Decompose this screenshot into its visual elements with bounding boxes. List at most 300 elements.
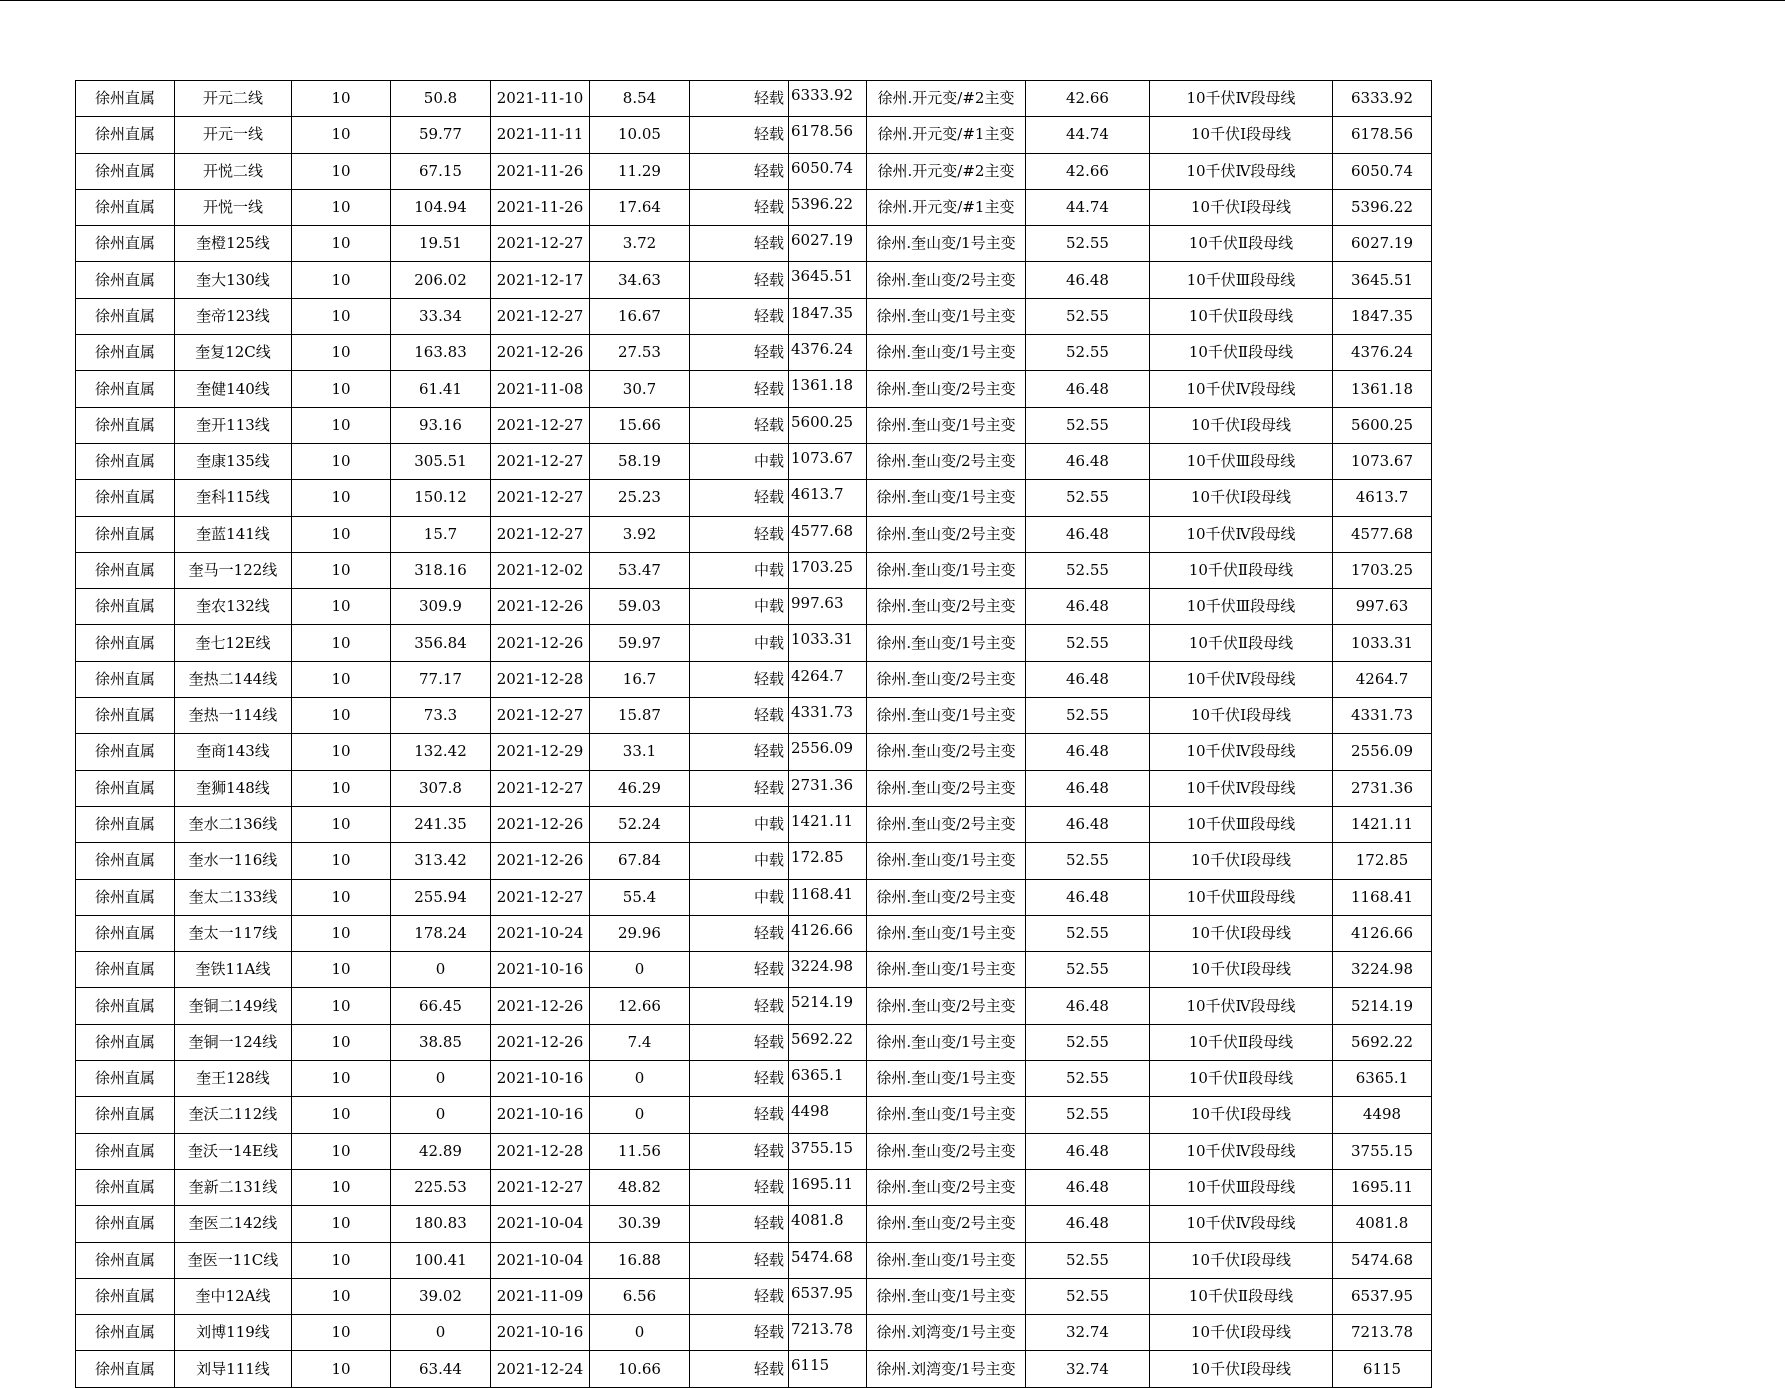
cell-load-status: 轻载 <box>690 1278 789 1314</box>
cell-bus-section: 10千伏Ⅳ段母线 <box>1150 988 1333 1024</box>
cell-transformer: 徐州.奎山变/1号主变 <box>867 698 1026 734</box>
cell-current-a: 39.02 <box>391 1278 491 1314</box>
cell-capacity: 6333.92 <box>789 81 867 117</box>
cell-current-a: 255.94 <box>391 879 491 915</box>
cell-voltage-kv: 10 <box>292 516 391 552</box>
cell-bus-section: 10千伏Ⅱ段母线 <box>1150 552 1333 588</box>
cell-bus-section: 10千伏Ⅲ段母线 <box>1150 589 1333 625</box>
table-row <box>76 1024 1432 1060</box>
cell-bus-section: 10千伏Ⅰ段母线 <box>1150 407 1333 443</box>
table-row <box>76 1351 1432 1387</box>
cell-bus-section: 10千伏Ⅲ段母线 <box>1150 1169 1333 1205</box>
cell-load-status: 轻载 <box>690 516 789 552</box>
cell-transformer-load: 46.48 <box>1026 516 1150 552</box>
cell-transformer: 徐州.奎山变/1号主变 <box>867 552 1026 588</box>
cell-load-rate: 10.05 <box>590 117 690 153</box>
cell-feeder-name: 奎铜一124线 <box>175 1024 292 1060</box>
cell-voltage-kv: 10 <box>292 371 391 407</box>
cell-current-a: 15.7 <box>391 516 491 552</box>
cell-date: 2021-10-16 <box>491 1097 590 1133</box>
table-row <box>76 407 1432 443</box>
cell-spare-capacity: 3755.15 <box>1333 1133 1432 1169</box>
cell-transformer: 徐州.奎山变/2号主变 <box>867 734 1026 770</box>
cell-company: 徐州直属 <box>76 335 175 371</box>
cell-transformer: 徐州.奎山变/1号主变 <box>867 480 1026 516</box>
cell-transformer-load: 52.55 <box>1026 298 1150 334</box>
cell-transformer: 徐州.奎山变/2号主变 <box>867 879 1026 915</box>
cell-date: 2021-11-10 <box>491 81 590 117</box>
cell-date: 2021-12-02 <box>491 552 590 588</box>
cell-feeder-name: 奎热二144线 <box>175 661 292 697</box>
cell-load-status: 轻载 <box>690 952 789 988</box>
cell-date: 2021-12-27 <box>491 698 590 734</box>
cell-transformer-load: 52.55 <box>1026 226 1150 262</box>
cell-load-rate: 46.29 <box>590 770 690 806</box>
cell-voltage-kv: 10 <box>292 1061 391 1097</box>
cell-company: 徐州直属 <box>76 81 175 117</box>
cell-spare-capacity: 6365.1 <box>1333 1061 1432 1097</box>
cell-load-status: 轻载 <box>690 734 789 770</box>
cell-spare-capacity: 172.85 <box>1333 843 1432 879</box>
cell-date: 2021-12-26 <box>491 843 590 879</box>
cell-transformer-load: 46.48 <box>1026 262 1150 298</box>
cell-transformer-load: 46.48 <box>1026 879 1150 915</box>
cell-date: 2021-10-04 <box>491 1242 590 1278</box>
cell-load-status: 轻载 <box>690 371 789 407</box>
cell-feeder-name: 奎大130线 <box>175 262 292 298</box>
cell-bus-section: 10千伏Ⅰ段母线 <box>1150 915 1333 951</box>
cell-capacity: 1168.41 <box>789 879 867 915</box>
cell-transformer: 徐州.奎山变/2号主变 <box>867 770 1026 806</box>
cell-date: 2021-12-28 <box>491 661 590 697</box>
cell-current-a: 63.44 <box>391 1351 491 1387</box>
cell-voltage-kv: 10 <box>292 734 391 770</box>
cell-capacity: 5396.22 <box>789 189 867 225</box>
cell-spare-capacity: 4126.66 <box>1333 915 1432 951</box>
cell-transformer-load: 52.55 <box>1026 1061 1150 1097</box>
cell-current-a: 100.41 <box>391 1242 491 1278</box>
cell-transformer-load: 46.48 <box>1026 770 1150 806</box>
cell-voltage-kv: 10 <box>292 226 391 262</box>
cell-transformer: 徐州.奎山变/1号主变 <box>867 407 1026 443</box>
cell-bus-section: 10千伏Ⅰ段母线 <box>1150 843 1333 879</box>
cell-spare-capacity: 4577.68 <box>1333 516 1432 552</box>
cell-transformer-load: 42.66 <box>1026 153 1150 189</box>
table-row <box>76 879 1432 915</box>
cell-company: 徐州直属 <box>76 1061 175 1097</box>
page-top-rule <box>0 0 1785 1</box>
cell-load-rate: 3.72 <box>590 226 690 262</box>
cell-spare-capacity: 3645.51 <box>1333 262 1432 298</box>
cell-feeder-name: 奎开113线 <box>175 407 292 443</box>
cell-load-status: 中载 <box>690 806 789 842</box>
cell-voltage-kv: 10 <box>292 806 391 842</box>
cell-spare-capacity: 4081.8 <box>1333 1206 1432 1242</box>
cell-load-rate: 0 <box>590 952 690 988</box>
cell-load-rate: 11.29 <box>590 153 690 189</box>
cell-date: 2021-12-27 <box>491 480 590 516</box>
cell-spare-capacity: 3224.98 <box>1333 952 1432 988</box>
cell-bus-section: 10千伏Ⅰ段母线 <box>1150 480 1333 516</box>
cell-transformer: 徐州.奎山变/2号主变 <box>867 516 1026 552</box>
cell-capacity: 6050.74 <box>789 153 867 189</box>
cell-company: 徐州直属 <box>76 879 175 915</box>
cell-load-rate: 7.4 <box>590 1024 690 1060</box>
cell-current-a: 0 <box>391 952 491 988</box>
cell-capacity: 1421.11 <box>789 806 867 842</box>
cell-date: 2021-12-26 <box>491 988 590 1024</box>
table-row <box>76 552 1432 588</box>
cell-capacity: 2556.09 <box>789 734 867 770</box>
cell-load-status: 轻载 <box>690 1133 789 1169</box>
cell-voltage-kv: 10 <box>292 552 391 588</box>
cell-capacity: 1361.18 <box>789 371 867 407</box>
cell-transformer-load: 52.55 <box>1026 843 1150 879</box>
cell-bus-section: 10千伏Ⅲ段母线 <box>1150 443 1333 479</box>
cell-date: 2021-10-24 <box>491 915 590 951</box>
cell-company: 徐州直属 <box>76 1278 175 1314</box>
cell-transformer: 徐州.奎山变/1号主变 <box>867 843 1026 879</box>
cell-load-status: 轻载 <box>690 1315 789 1351</box>
cell-transformer-load: 46.48 <box>1026 661 1150 697</box>
table-row <box>76 1097 1432 1133</box>
cell-bus-section: 10千伏Ⅳ段母线 <box>1150 1206 1333 1242</box>
cell-spare-capacity: 6050.74 <box>1333 153 1432 189</box>
cell-load-rate: 15.87 <box>590 698 690 734</box>
cell-spare-capacity: 5474.68 <box>1333 1242 1432 1278</box>
cell-transformer-load: 52.55 <box>1026 915 1150 951</box>
cell-capacity: 4577.68 <box>789 516 867 552</box>
cell-transformer-load: 46.48 <box>1026 589 1150 625</box>
cell-feeder-name: 刘博119线 <box>175 1315 292 1351</box>
cell-load-rate: 0 <box>590 1061 690 1097</box>
cell-load-rate: 0 <box>590 1315 690 1351</box>
cell-date: 2021-12-27 <box>491 407 590 443</box>
cell-feeder-name: 开悦一线 <box>175 189 292 225</box>
cell-load-status: 轻载 <box>690 153 789 189</box>
table-row <box>76 952 1432 988</box>
cell-date: 2021-12-26 <box>491 806 590 842</box>
cell-load-rate: 34.63 <box>590 262 690 298</box>
cell-load-rate: 59.97 <box>590 625 690 661</box>
cell-spare-capacity: 6115 <box>1333 1351 1432 1387</box>
cell-load-status: 中载 <box>690 625 789 661</box>
cell-transformer: 徐州.奎山变/2号主变 <box>867 806 1026 842</box>
cell-feeder-name: 开元一线 <box>175 117 292 153</box>
cell-bus-section: 10千伏Ⅳ段母线 <box>1150 153 1333 189</box>
cell-load-rate: 16.88 <box>590 1242 690 1278</box>
cell-date: 2021-12-28 <box>491 1133 590 1169</box>
cell-capacity: 4331.73 <box>789 698 867 734</box>
cell-company: 徐州直属 <box>76 153 175 189</box>
cell-load-rate: 48.82 <box>590 1169 690 1205</box>
cell-transformer-load: 42.66 <box>1026 81 1150 117</box>
table-row <box>76 153 1432 189</box>
cell-feeder-name: 奎新二131线 <box>175 1169 292 1205</box>
cell-feeder-name: 奎王128线 <box>175 1061 292 1097</box>
cell-bus-section: 10千伏Ⅳ段母线 <box>1150 661 1333 697</box>
table-row <box>76 1242 1432 1278</box>
cell-spare-capacity: 6027.19 <box>1333 226 1432 262</box>
cell-capacity: 3645.51 <box>789 262 867 298</box>
cell-bus-section: 10千伏Ⅰ段母线 <box>1150 1097 1333 1133</box>
cell-company: 徐州直属 <box>76 1169 175 1205</box>
cell-company: 徐州直属 <box>76 843 175 879</box>
cell-current-a: 206.02 <box>391 262 491 298</box>
cell-date: 2021-11-11 <box>491 117 590 153</box>
cell-capacity: 4498 <box>789 1097 867 1133</box>
cell-bus-section: 10千伏Ⅱ段母线 <box>1150 1061 1333 1097</box>
cell-bus-section: 10千伏Ⅳ段母线 <box>1150 1133 1333 1169</box>
table-row <box>76 843 1432 879</box>
cell-voltage-kv: 10 <box>292 698 391 734</box>
cell-current-a: 67.15 <box>391 153 491 189</box>
cell-feeder-name: 奎狮148线 <box>175 770 292 806</box>
cell-bus-section: 10千伏Ⅱ段母线 <box>1150 625 1333 661</box>
cell-transformer: 徐州.开元变/#1主变 <box>867 117 1026 153</box>
cell-current-a: 132.42 <box>391 734 491 770</box>
cell-voltage-kv: 10 <box>292 262 391 298</box>
cell-bus-section: 10千伏Ⅰ段母线 <box>1150 117 1333 153</box>
cell-load-status: 轻载 <box>690 226 789 262</box>
cell-current-a: 309.9 <box>391 589 491 625</box>
cell-date: 2021-10-16 <box>491 1315 590 1351</box>
cell-transformer-load: 46.48 <box>1026 988 1150 1024</box>
cell-transformer: 徐州.奎山变/1号主变 <box>867 1061 1026 1097</box>
cell-voltage-kv: 10 <box>292 1133 391 1169</box>
cell-transformer-load: 52.55 <box>1026 480 1150 516</box>
cell-company: 徐州直属 <box>76 371 175 407</box>
cell-company: 徐州直属 <box>76 117 175 153</box>
cell-voltage-kv: 10 <box>292 117 391 153</box>
cell-spare-capacity: 5692.22 <box>1333 1024 1432 1060</box>
cell-feeder-name: 奎医二142线 <box>175 1206 292 1242</box>
table-row <box>76 1061 1432 1097</box>
cell-bus-section: 10千伏Ⅰ段母线 <box>1150 952 1333 988</box>
cell-capacity: 172.85 <box>789 843 867 879</box>
table-row <box>76 698 1432 734</box>
cell-spare-capacity: 1695.11 <box>1333 1169 1432 1205</box>
cell-voltage-kv: 10 <box>292 81 391 117</box>
cell-load-rate: 15.66 <box>590 407 690 443</box>
table-row <box>76 589 1432 625</box>
cell-company: 徐州直属 <box>76 625 175 661</box>
feeder-load-table <box>75 80 1432 1388</box>
cell-spare-capacity: 5214.19 <box>1333 988 1432 1024</box>
cell-transformer-load: 46.48 <box>1026 1206 1150 1242</box>
cell-spare-capacity: 5600.25 <box>1333 407 1432 443</box>
cell-feeder-name: 奎太一117线 <box>175 915 292 951</box>
cell-load-status: 轻载 <box>690 1242 789 1278</box>
cell-capacity: 7213.78 <box>789 1315 867 1351</box>
cell-load-status: 轻载 <box>690 1351 789 1387</box>
table-row <box>76 1206 1432 1242</box>
cell-feeder-name: 刘导111线 <box>175 1351 292 1387</box>
table-row <box>76 770 1432 806</box>
cell-transformer-load: 46.48 <box>1026 734 1150 770</box>
cell-date: 2021-12-27 <box>491 298 590 334</box>
cell-spare-capacity: 1361.18 <box>1333 371 1432 407</box>
cell-spare-capacity: 6537.95 <box>1333 1278 1432 1314</box>
table-row <box>76 1133 1432 1169</box>
cell-bus-section: 10千伏Ⅱ段母线 <box>1150 1278 1333 1314</box>
cell-transformer-load: 52.55 <box>1026 1278 1150 1314</box>
cell-transformer: 徐州.开元变/#2主变 <box>867 153 1026 189</box>
cell-voltage-kv: 10 <box>292 1351 391 1387</box>
cell-current-a: 307.8 <box>391 770 491 806</box>
cell-load-status: 轻载 <box>690 915 789 951</box>
cell-voltage-kv: 10 <box>292 1097 391 1133</box>
cell-feeder-name: 奎医一11C线 <box>175 1242 292 1278</box>
cell-load-status: 轻载 <box>690 770 789 806</box>
cell-spare-capacity: 7213.78 <box>1333 1315 1432 1351</box>
cell-transformer-load: 52.55 <box>1026 952 1150 988</box>
cell-current-a: 104.94 <box>391 189 491 225</box>
cell-spare-capacity: 1703.25 <box>1333 552 1432 588</box>
cell-date: 2021-12-29 <box>491 734 590 770</box>
cell-feeder-name: 奎健140线 <box>175 371 292 407</box>
cell-load-status: 轻载 <box>690 1024 789 1060</box>
cell-load-status: 轻载 <box>690 480 789 516</box>
cell-transformer: 徐州.奎山变/2号主变 <box>867 371 1026 407</box>
cell-spare-capacity: 1033.31 <box>1333 625 1432 661</box>
cell-bus-section: 10千伏Ⅳ段母线 <box>1150 770 1333 806</box>
cell-feeder-name: 奎蓝141线 <box>175 516 292 552</box>
cell-company: 徐州直属 <box>76 298 175 334</box>
cell-transformer: 徐州.奎山变/1号主变 <box>867 1024 1026 1060</box>
cell-spare-capacity: 6333.92 <box>1333 81 1432 117</box>
cell-date: 2021-12-27 <box>491 770 590 806</box>
cell-load-rate: 17.64 <box>590 189 690 225</box>
cell-date: 2021-12-17 <box>491 262 590 298</box>
cell-date: 2021-10-16 <box>491 952 590 988</box>
cell-load-status: 轻载 <box>690 1169 789 1205</box>
cell-company: 徐州直属 <box>76 189 175 225</box>
cell-company: 徐州直属 <box>76 1097 175 1133</box>
cell-transformer-load: 44.74 <box>1026 117 1150 153</box>
cell-voltage-kv: 10 <box>292 661 391 697</box>
cell-load-rate: 16.7 <box>590 661 690 697</box>
cell-capacity: 1847.35 <box>789 298 867 334</box>
cell-load-status: 轻载 <box>690 298 789 334</box>
cell-spare-capacity: 1847.35 <box>1333 298 1432 334</box>
cell-spare-capacity: 1073.67 <box>1333 443 1432 479</box>
cell-company: 徐州直属 <box>76 589 175 625</box>
cell-feeder-name: 奎七12E线 <box>175 625 292 661</box>
cell-transformer-load: 52.55 <box>1026 1024 1150 1060</box>
table-row <box>76 734 1432 770</box>
cell-transformer-load: 44.74 <box>1026 189 1150 225</box>
cell-load-status: 轻载 <box>690 117 789 153</box>
cell-bus-section: 10千伏Ⅰ段母线 <box>1150 1242 1333 1278</box>
cell-transformer: 徐州.奎山变/2号主变 <box>867 1169 1026 1205</box>
cell-feeder-name: 开元二线 <box>175 81 292 117</box>
cell-company: 徐州直属 <box>76 1024 175 1060</box>
cell-feeder-name: 开悦二线 <box>175 153 292 189</box>
table-row <box>76 117 1432 153</box>
cell-load-rate: 0 <box>590 1097 690 1133</box>
cell-company: 徐州直属 <box>76 734 175 770</box>
cell-bus-section: 10千伏Ⅲ段母线 <box>1150 879 1333 915</box>
cell-load-status: 轻载 <box>690 81 789 117</box>
cell-load-status: 轻载 <box>690 335 789 371</box>
cell-bus-section: 10千伏Ⅳ段母线 <box>1150 516 1333 552</box>
cell-voltage-kv: 10 <box>292 589 391 625</box>
cell-load-rate: 30.39 <box>590 1206 690 1242</box>
cell-load-status: 轻载 <box>690 988 789 1024</box>
cell-feeder-name: 奎沃二112线 <box>175 1097 292 1133</box>
table-row <box>76 262 1432 298</box>
cell-current-a: 0 <box>391 1061 491 1097</box>
cell-company: 徐州直属 <box>76 952 175 988</box>
cell-date: 2021-12-27 <box>491 443 590 479</box>
cell-capacity: 4376.24 <box>789 335 867 371</box>
cell-company: 徐州直属 <box>76 516 175 552</box>
cell-load-status: 中载 <box>690 879 789 915</box>
table-row <box>76 298 1432 334</box>
cell-company: 徐州直属 <box>76 1133 175 1169</box>
cell-current-a: 61.41 <box>391 371 491 407</box>
cell-date: 2021-12-26 <box>491 589 590 625</box>
cell-load-status: 轻载 <box>690 1061 789 1097</box>
cell-load-rate: 30.7 <box>590 371 690 407</box>
cell-current-a: 50.8 <box>391 81 491 117</box>
cell-load-status: 轻载 <box>690 661 789 697</box>
cell-voltage-kv: 10 <box>292 625 391 661</box>
cell-bus-section: 10千伏Ⅱ段母线 <box>1150 298 1333 334</box>
cell-load-status: 轻载 <box>690 262 789 298</box>
cell-load-status: 轻载 <box>690 1097 789 1133</box>
cell-current-a: 66.45 <box>391 988 491 1024</box>
cell-capacity: 5474.68 <box>789 1242 867 1278</box>
cell-voltage-kv: 10 <box>292 1169 391 1205</box>
cell-capacity: 6178.56 <box>789 117 867 153</box>
cell-load-rate: 25.23 <box>590 480 690 516</box>
cell-transformer: 徐州.奎山变/2号主变 <box>867 589 1026 625</box>
table-row <box>76 915 1432 951</box>
cell-transformer-load: 52.55 <box>1026 335 1150 371</box>
cell-load-rate: 59.03 <box>590 589 690 625</box>
cell-transformer-load: 32.74 <box>1026 1351 1150 1387</box>
cell-date: 2021-11-26 <box>491 153 590 189</box>
cell-current-a: 305.51 <box>391 443 491 479</box>
cell-transformer-load: 46.48 <box>1026 371 1150 407</box>
cell-date: 2021-10-04 <box>491 1206 590 1242</box>
cell-bus-section: 10千伏Ⅲ段母线 <box>1150 806 1333 842</box>
cell-company: 徐州直属 <box>76 480 175 516</box>
table-row <box>76 189 1432 225</box>
cell-spare-capacity: 1168.41 <box>1333 879 1432 915</box>
cell-spare-capacity: 4613.7 <box>1333 480 1432 516</box>
cell-load-status: 轻载 <box>690 189 789 225</box>
table-row <box>76 226 1432 262</box>
cell-voltage-kv: 10 <box>292 843 391 879</box>
cell-capacity: 3224.98 <box>789 952 867 988</box>
cell-voltage-kv: 10 <box>292 1206 391 1242</box>
cell-spare-capacity: 6178.56 <box>1333 117 1432 153</box>
cell-spare-capacity: 997.63 <box>1333 589 1432 625</box>
cell-current-a: 42.89 <box>391 1133 491 1169</box>
cell-load-rate: 8.54 <box>590 81 690 117</box>
cell-company: 徐州直属 <box>76 698 175 734</box>
cell-transformer: 徐州.奎山变/2号主变 <box>867 443 1026 479</box>
cell-date: 2021-11-26 <box>491 189 590 225</box>
cell-date: 2021-12-27 <box>491 879 590 915</box>
cell-bus-section: 10千伏Ⅱ段母线 <box>1150 1024 1333 1060</box>
cell-capacity: 2731.36 <box>789 770 867 806</box>
cell-bus-section: 10千伏Ⅱ段母线 <box>1150 226 1333 262</box>
cell-load-status: 中载 <box>690 443 789 479</box>
